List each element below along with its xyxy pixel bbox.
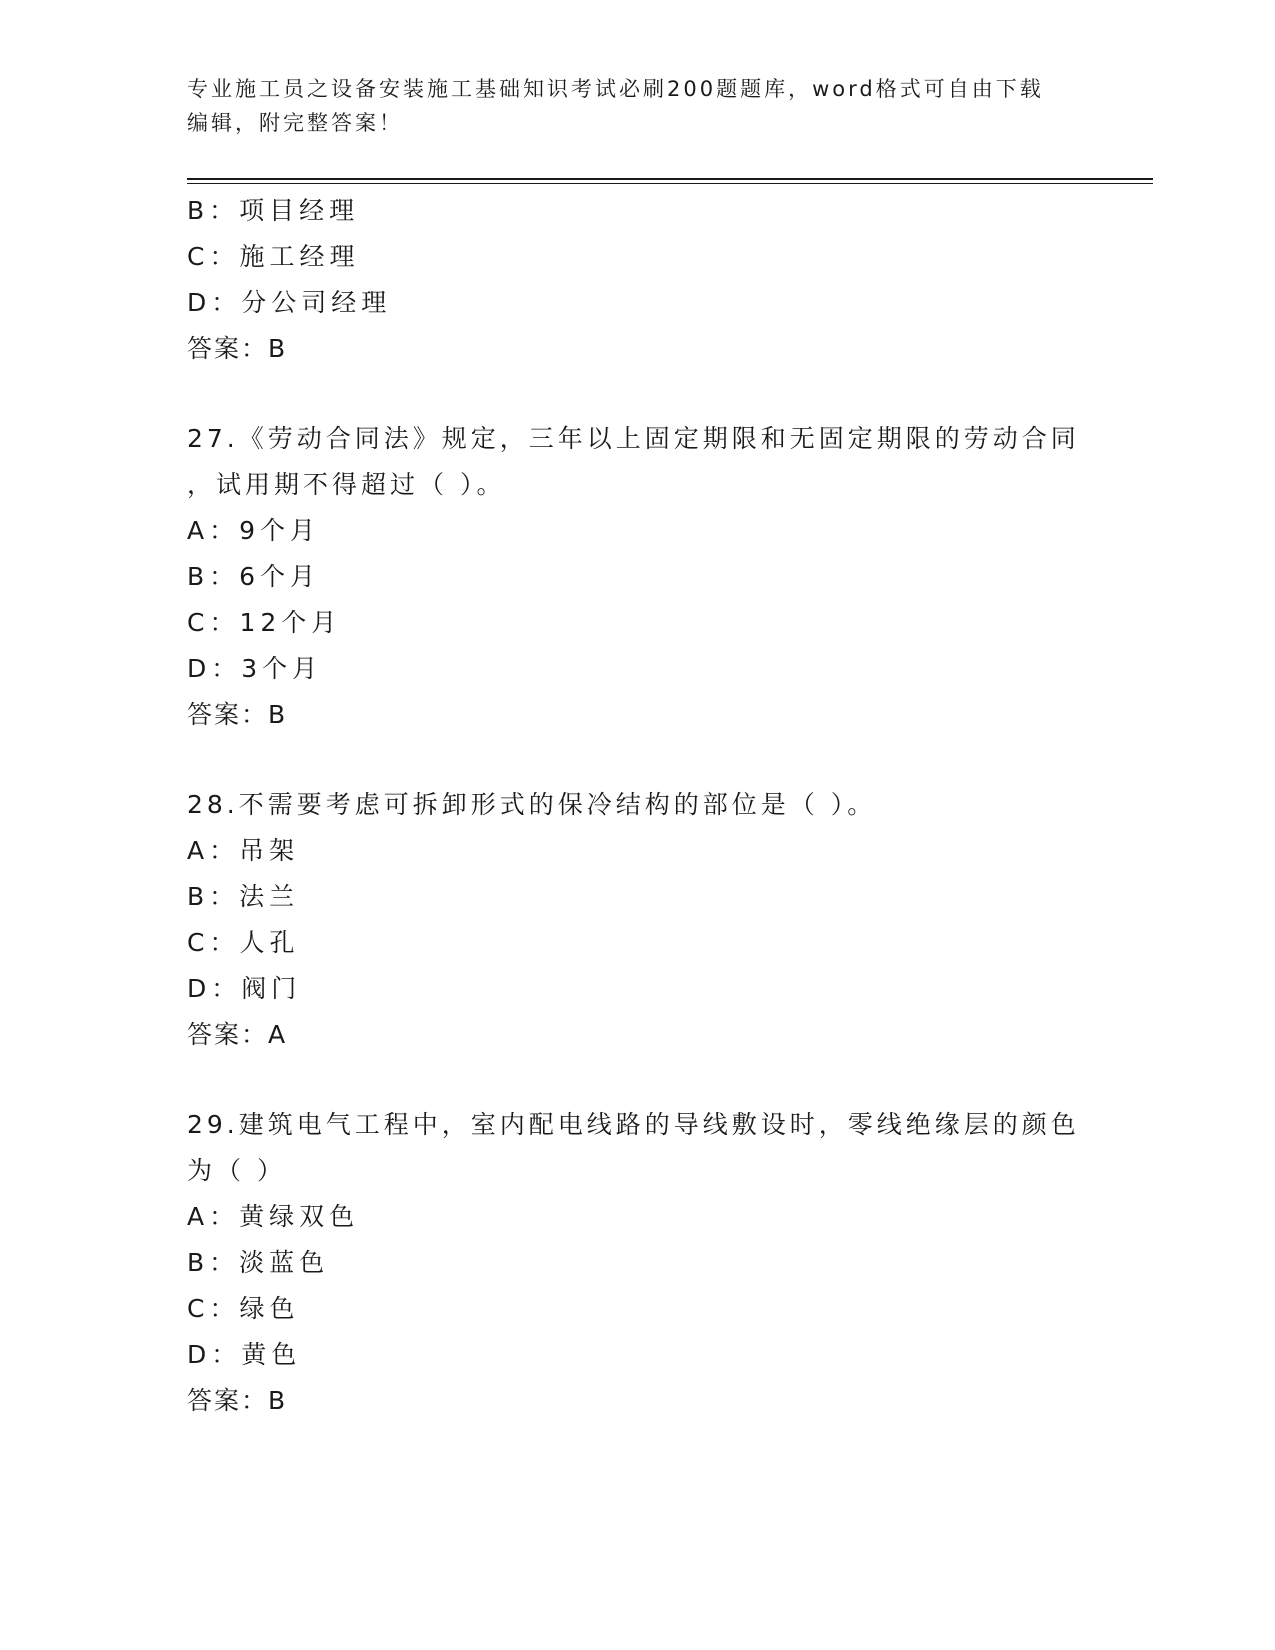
option-b: B：6个月 (187, 562, 321, 591)
answer: 答案：B (187, 1386, 288, 1415)
answer: 答案：B (187, 700, 288, 729)
document-header (187, 72, 1087, 140)
option-d: D：黄色 (187, 1340, 302, 1369)
question-stem-continued: 为（ ） (187, 1156, 286, 1185)
question-stem-continued: ，试用期不得超过（ ）。 (187, 470, 506, 499)
option-c: C：施工经理 (187, 242, 360, 271)
spacer (187, 1058, 1087, 1102)
question-29 (187, 1102, 1087, 1424)
option-c: C：人孔 (187, 928, 300, 957)
answer: 答案：A (187, 1020, 288, 1049)
header-divider (187, 178, 1153, 180)
option-d: D：分公司经理 (187, 288, 392, 317)
question-28 (187, 782, 1087, 1058)
option-a: A：黄绿双色 (187, 1202, 360, 1231)
question-stem: 29.建筑电气工程中，室内配电线路的导线敷设时，零线绝缘层的颜色 (187, 1110, 1080, 1139)
option-d: D：阀门 (187, 974, 302, 1003)
header-title-line-2: 编辑，附完整答案！ (187, 111, 403, 135)
spacer (187, 738, 1087, 782)
option-c: C：12个月 (187, 608, 342, 637)
header-divider-thin (187, 183, 1153, 184)
option-a: A：吊架 (187, 836, 300, 865)
header-title-line-1: 专业施工员之设备安装施工基础知识考试必刷200题题库，word格式可自由下载 (187, 77, 1044, 101)
option-b: B：法兰 (187, 882, 300, 911)
option-d: D：3个月 (187, 654, 323, 683)
question-list (187, 188, 1087, 1424)
question-stem: 27.《劳动合同法》规定，三年以上固定期限和无固定期限的劳动合同 (187, 424, 1080, 453)
option-a: A：9个月 (187, 516, 321, 545)
question-stem: 28.不需要考虑可拆卸形式的保冷结构的部位是（ ）。 (187, 790, 877, 819)
question-26 (187, 188, 1087, 372)
option-b: B：淡蓝色 (187, 1248, 330, 1277)
question-27 (187, 416, 1087, 738)
option-b: B：项目经理 (187, 196, 360, 225)
spacer (187, 372, 1087, 416)
option-c: C：绿色 (187, 1294, 300, 1323)
answer: 答案：B (187, 334, 288, 363)
